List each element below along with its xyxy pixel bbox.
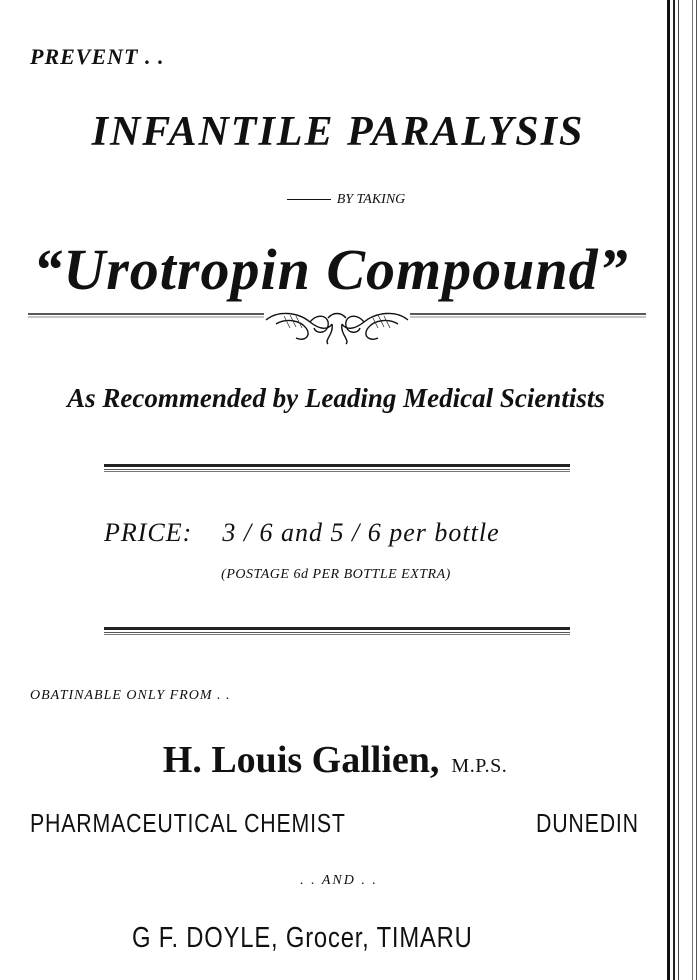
chemist-name-line <box>0 738 662 782</box>
postage-note: (POSTAGE 6d PER BOTTLE EXTRA) <box>221 567 451 582</box>
chemist-suffix: M.P.S. <box>451 755 508 777</box>
page-binding-edge <box>662 0 700 980</box>
and-separator: . . AND . . <box>300 873 378 888</box>
price-line <box>104 518 500 548</box>
chemist-name: H. Louis Gallien, <box>162 739 440 781</box>
price-label: PRICE: <box>104 518 193 547</box>
divider-rule-top <box>104 464 570 472</box>
obtainable-from: OBATINABLE ONLY FROM . . <box>30 688 231 703</box>
divider-rule-bottom <box>104 627 570 635</box>
product-name: “Urotropin Compound” <box>33 237 629 302</box>
dash-rule <box>287 199 331 200</box>
scroll-ornament <box>28 306 646 346</box>
second-seller: G F. DOYLE, Grocer, TIMARU <box>132 922 473 954</box>
recommendation: As Recommended by Leading Medical Scientists <box>67 383 605 413</box>
chemist-title: PHARMACEUTICAL CHEMIST <box>30 808 346 838</box>
by-taking-text: BY TAKING <box>336 192 406 207</box>
price-value: 3 / 6 and 5 / 6 per bottle <box>222 518 500 547</box>
prevent-text: PREVENT . . <box>30 44 165 69</box>
chemist-city: DUNEDIN <box>536 808 639 838</box>
headline: INFANTILE PARALYSIS <box>91 109 585 155</box>
by-taking-line <box>0 192 662 208</box>
